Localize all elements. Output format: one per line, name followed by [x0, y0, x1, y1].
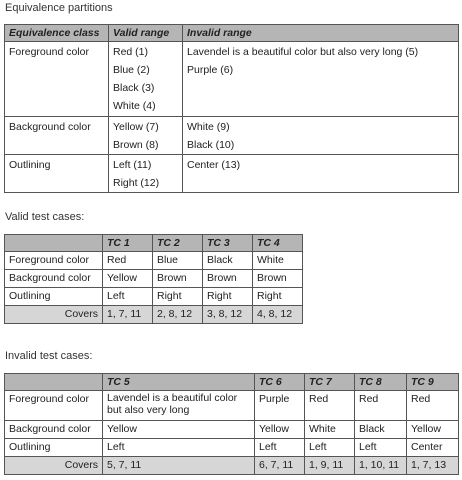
- column-header: [5, 235, 103, 252]
- table-cell: Yellow: [255, 421, 305, 439]
- table-cell: Brown: [253, 270, 303, 288]
- table-row: [5, 439, 459, 457]
- column-header: TC 9: [407, 374, 459, 391]
- table-row: [5, 421, 459, 439]
- equivalence-table: [4, 24, 459, 193]
- row-label: Foreground color: [5, 252, 103, 270]
- table-cell: Right: [153, 288, 203, 306]
- table-cell: Brown: [153, 270, 203, 288]
- cell-line: Purple (6): [187, 64, 234, 76]
- covers-row: [5, 457, 459, 475]
- table-cell: Center: [407, 439, 459, 457]
- table-cell: Black: [203, 252, 253, 270]
- table-cell: Yellow: [103, 421, 255, 439]
- valid-tests-table: [4, 234, 303, 324]
- row-label: Outlining: [5, 288, 103, 306]
- table-cell: Red: [103, 252, 153, 270]
- covers-cell: 3, 8, 12: [203, 306, 253, 324]
- cell-line: Center (13): [187, 159, 241, 171]
- cell-line: Black (10): [187, 139, 235, 151]
- invalid-tests-table: [4, 373, 459, 475]
- table-cell: Right: [203, 288, 253, 306]
- row-label: Background color: [5, 421, 103, 439]
- column-header: Invalid range: [183, 25, 459, 42]
- invalid-cell: [183, 42, 459, 117]
- row-label: Foreground color: [5, 391, 103, 421]
- column-header: TC 1: [103, 235, 153, 252]
- column-header: TC 7: [305, 374, 355, 391]
- column-header: TC 8: [355, 374, 407, 391]
- equivalence-heading: Equivalence partitions: [5, 2, 113, 14]
- table-cell: Red: [407, 391, 459, 421]
- cell-line: Left (11): [113, 159, 152, 171]
- column-header: [5, 374, 103, 391]
- covers-cell: 1, 10, 11: [355, 457, 407, 475]
- cell-line: Red (1): [113, 46, 149, 58]
- table-cell: Purple: [255, 391, 305, 421]
- valid-cell: [109, 155, 183, 193]
- valid-cell: [109, 117, 183, 155]
- cell-line: White (9): [187, 121, 230, 133]
- covers-cell: 1, 7, 13: [407, 457, 459, 475]
- class-cell: Foreground color: [5, 42, 109, 117]
- covers-cell: 4, 8, 12: [253, 306, 303, 324]
- covers-cell: 5, 7, 11: [103, 457, 255, 475]
- covers-cell: 2, 8, 12: [153, 306, 203, 324]
- cell-line: Brown (8): [113, 139, 159, 151]
- row-label: Outlining: [5, 439, 103, 457]
- table-cell: Blue: [153, 252, 203, 270]
- covers-label: Covers: [5, 457, 103, 475]
- table-cell: Left: [255, 439, 305, 457]
- table-header-row: [5, 235, 303, 252]
- cell-line: Yellow (7): [113, 121, 159, 133]
- column-header: Valid range: [109, 25, 183, 42]
- column-header: TC 3: [203, 235, 253, 252]
- table-cell: Left: [305, 439, 355, 457]
- valid-tests-heading: Valid test cases:: [5, 211, 85, 223]
- covers-cell: 1, 9, 11: [305, 457, 355, 475]
- table-cell: Right: [253, 288, 303, 306]
- table-cell: White: [253, 252, 303, 270]
- table-row: [5, 391, 459, 421]
- column-header: Equivalence class: [5, 25, 109, 42]
- invalid-cell: [183, 117, 459, 155]
- table-header-row: [5, 25, 459, 42]
- table-cell: Yellow: [103, 270, 153, 288]
- table-row: [5, 117, 459, 155]
- table-cell: Left: [103, 288, 153, 306]
- table-cell: Brown: [203, 270, 253, 288]
- table-row: [5, 252, 303, 270]
- invalid-cell: [183, 155, 459, 193]
- table-header-row: [5, 374, 459, 391]
- table-row: [5, 42, 459, 117]
- cell-line: White (4): [113, 100, 156, 112]
- column-header: TC 6: [255, 374, 305, 391]
- table-cell: Red: [355, 391, 407, 421]
- column-header: TC 5: [103, 374, 255, 391]
- table-row: [5, 155, 459, 193]
- table-cell: Red: [305, 391, 355, 421]
- column-header: TC 4: [253, 235, 303, 252]
- class-cell: Background color: [5, 117, 109, 155]
- table-cell: Black: [355, 421, 407, 439]
- cell-line: Right (12): [113, 177, 160, 189]
- cell-line: Black (3): [113, 82, 155, 94]
- class-cell: Outlining: [5, 155, 109, 193]
- row-label: Background color: [5, 270, 103, 288]
- covers-cell: 6, 7, 11: [255, 457, 305, 475]
- covers-label: Covers: [5, 306, 103, 324]
- cell-line: Lavendel is a beautiful color but also very long (5): [187, 46, 419, 58]
- covers-row: [5, 306, 303, 324]
- cell-line: Blue (2): [113, 64, 150, 76]
- table-cell: White: [305, 421, 355, 439]
- table-cell: Left: [103, 439, 255, 457]
- table-row: [5, 270, 303, 288]
- covers-cell: 1, 7, 11: [103, 306, 153, 324]
- table-cell: Left: [355, 439, 407, 457]
- invalid-tests-heading: Invalid test cases:: [5, 350, 93, 362]
- table-row: [5, 288, 303, 306]
- column-header: TC 2: [153, 235, 203, 252]
- table-cell: Lavendel is a beautiful color but also very long: [103, 391, 255, 421]
- table-cell: Yellow: [407, 421, 459, 439]
- valid-cell: [109, 42, 183, 117]
